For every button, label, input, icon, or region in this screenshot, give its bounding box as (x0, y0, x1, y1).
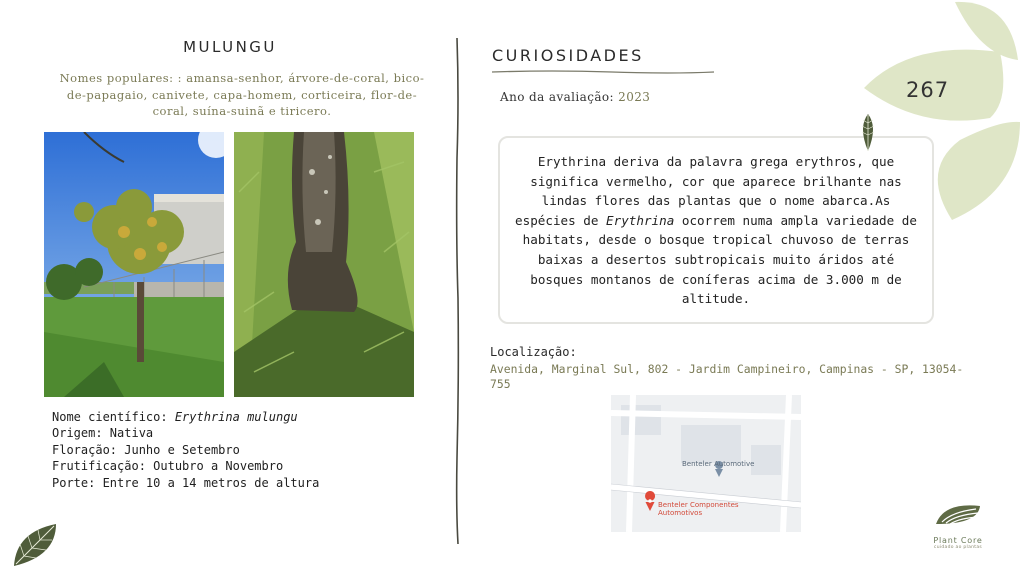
plant-details (52, 409, 319, 491)
decorative-leaves (860, 0, 1024, 226)
evaluation-year: Ano da avaliação: 2023 (500, 90, 651, 104)
curiosities-title: CURIOSIDADES (492, 46, 644, 65)
genus-italic: Erythrina (606, 212, 675, 228)
location-label: Localização: (490, 345, 577, 359)
plant-core-logo (918, 500, 998, 550)
column-divider (454, 38, 462, 544)
map-place-benteler: Benteler Automotive (682, 460, 755, 468)
small-leaf-icon (858, 113, 878, 153)
logo-name: Plant Core (933, 536, 983, 545)
badge-number: 267 (906, 78, 950, 102)
year-value: 2023 (618, 90, 651, 104)
logo-leaf-icon (932, 500, 984, 530)
tree-photo (44, 132, 224, 397)
scientific-name: Erythrina mulungu (174, 410, 298, 424)
fruiting-row: Frutificação: Outubro a Novembro (52, 459, 284, 474)
scientific-name-row: Nome científico: Erythrina mulungu (52, 410, 298, 424)
size-row: Porte: Entre 10 a 14 metros de altura (52, 475, 320, 490)
trunk-photo (234, 132, 414, 397)
title-underline (492, 69, 714, 75)
plant-title: MULUNGU (183, 38, 277, 56)
leaf-icon (12, 522, 60, 568)
logo-tagline: cuidado ao plantas (933, 545, 983, 550)
flowering-row: Floração: Junho e Setembro (52, 442, 240, 457)
origin-row: Origem: Nativa (52, 426, 154, 441)
description-box: Erythrina deriva da palavra grega erythros, que significa vermelho, cor que aparece brilhante nas lindas flores das plantas que o nome abarca.As espécies de Erythrina ocorrem numa ampla variedade de habitats, desde o bosque tropical chuvoso de terras baixas a desertos subtropicais muito áridos até bosques montanos de coníferas acima de 3.000 m de altitude. (498, 136, 934, 324)
popular-names: Nomes populares: : amansa-senhor, árvore-de-coral, bico-de-papagaio, canivete, capa-homem, corticeira, flor-de-coral, suína-suinã e tiricero. (59, 71, 425, 118)
map-place-benteler-componentes: Benteler Componentes Automotivos (658, 501, 739, 517)
location-address: Avenida, Marginal Sul, 802 - Jardim Campineiro, Campinas - SP, 13054-755 (490, 362, 964, 391)
